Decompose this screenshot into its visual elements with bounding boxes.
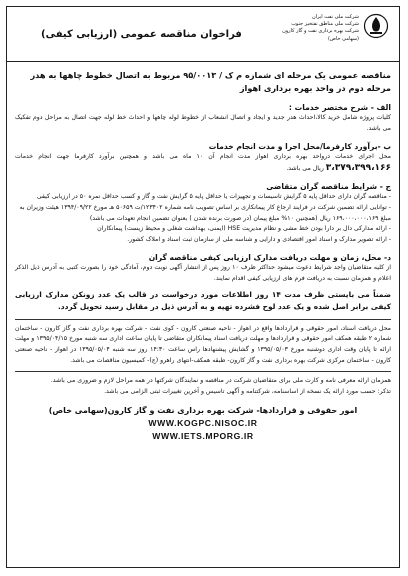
header-divider xyxy=(7,61,399,62)
company-block xyxy=(249,14,359,43)
notice-header xyxy=(7,7,399,63)
company-line: شرکت ملی نفت ایران xyxy=(312,14,359,20)
notice-title: فراخوان مناقصه عمومی (ارزیابی کیفی) xyxy=(41,29,242,40)
notice-footer xyxy=(15,405,391,441)
nioc-logo-icon xyxy=(363,13,389,39)
section-alef-title: الف - شرح مختصر خدمات : xyxy=(288,103,391,112)
section-divider xyxy=(15,371,391,372)
section-be-text1: محل اجرای خدمات درواحد بهره برداری اهواز مدت انجام آن ۱۰ ماه می باشد و همچنین برآورد کارفرما جهت انجام خدمات xyxy=(15,153,391,161)
footer-website-link[interactable]: WWW.KOGPC.NISOC.IR xyxy=(148,417,258,428)
section-be-text xyxy=(15,152,391,174)
extra-note: همزمان ارائه معرفی نامه و کارت ملی برای متقاضیان شرکت در مناقصه و نمایندگان شرکتها در همه مراحل لازم و ضروری می باشد. xyxy=(50,377,391,385)
footer-issuer: امور حقوقی و قراردادها- شرکت بهره برداری نفت و گاز کارون(سهامی خاص) xyxy=(48,406,358,416)
company-line: شرکت ملی مناطق نفتخیز جنوب xyxy=(291,21,359,28)
section-alef-text: کلیات پروژه شامل خرید کالا،احداث هدر جدید و ایجاد و اتصال انشعاب از خطوط لوله چاهها و احداث خط لوله جهت اتصال به مراحل دوم تفکیک می باشد. xyxy=(15,114,391,132)
section-dal-text: از کلیه متقاضیان واجد شرایط دعوت میشود حداکثر ظرف ۱۰ روز پس از انتشار آگهی نوبت دوم، آمادگی خود را بصورت کتبی به آدرس ذیل الذکر اعلام و همزمان نسبت به دریافت فرم های ارزیابی کیفی اقدام نمایند. xyxy=(15,264,391,282)
section-be-text2: ریال می باشد. xyxy=(286,164,324,172)
company-line: (سهامی خاص) xyxy=(327,35,359,42)
tender-notice xyxy=(6,6,400,568)
condition-item: - ارائه تصویر مدارک و اسناد امور اقتصادی و دارایی و شناسه ملی از سازمان ثبت اسناد و املاک کشور. xyxy=(127,235,391,243)
condition-item: - مناقصه گران دارای حداقل پایه ۵ گرایش تاسیسات و تجهیزات یا حداقل پایه ۵ گرایش نفت و گاز و کسب حداقل نمره ۵۰ در ارزیابی کیفی xyxy=(36,193,391,201)
section-jim-title: ج - شرایط مناقصه گران متقاضی xyxy=(266,182,391,192)
tender-main-title: مناقصه عمومی یک مرحله ای شماره م ک / ۹۵/۰۰۱۳ مربوط به اتصال خطوط چاهها به هدر مرحله دوم در واحد بهره برداری اهواز xyxy=(30,70,391,93)
address-text: محل دریافت اسناد، امور حقوقی و قراردادها واقع در اهواز - ناحیه صنعتی کارون - کوی نفت - شرکت بهره برداری نفت و گاز کارون - ساختمان شماره ۲ طبقه همکف امور حقوقی و قراردادها و مهلت دریافت اسناد پیمانکاران متقاضی تا پایان ساعت اداری سه شنبه مورخ ۱۳۹۵/۰۴/۱۵ و مهلت ارائه تا پایان وقت اداری دوشنبه مورخ ۱۳۹۵/۰۵/۰۳ و گشایش پیشنهادها راس ساعت ۱۴:۳۰ روز سه شنبه ۱۳۹۵/۰۵/۰۴ در اهواز - ناحیه صنعتی کارون - ساختمان مرکزی شرکت بهره برداری نفت و گاز کارون- طبقه همکف-انتهای راهرو (ج)- کمیسیون مناقصات می باشد. xyxy=(15,324,392,364)
submission-notice: ضمناً می بایستی ظرف مدت ۱۴ روز اطلاعات مورد درخواست در قالب یک عدد زونکن مدارک ارزیابی کیفی برابر اصل شده و یک عدد لوح فشرده تهیه و به آدرس ذیل در مقابل رسید تحویل گردد. xyxy=(15,289,392,312)
footer-website-link[interactable]: WWW.IETS.MPORG.IR xyxy=(152,430,254,441)
section-be-title: ب -برآورد کارفرما/محل اجرا و مدت انجام خدمات xyxy=(208,142,391,152)
tazakor-note: تذکر: حسب مورد ارائه یک نسخه از اساسنامه، شرکتنامه و آگهی تاسیس و آخرین تغییرات ثبتی الزامی می باشد. xyxy=(104,387,391,395)
condition-item: - توانایی ارائه تضمین شرکت در فرایند ارجاع کار پیمانکاری بر اساس تصویب نامه شماره ۱۲۳۴۰۲/ت ۵۰۶۵۹ هـ مورخ ۱۳۹۴/۰۹/۲۲ هیئت وزیران به مبلغ ۱۶۹،۰۰۰،۰۰۰،۱۶۹ ریال (همچنین ۱۰% مبلغ پیمان (در صورت برنده شدن ) بعنوان تضمین انجام تعهدات می باشد) xyxy=(19,203,391,222)
estimate-amount: ۳،۳۷۹،۳۹۹،۱۶۶ xyxy=(325,162,391,173)
company-line: شرکت بهره برداری نفت و گاز کارون xyxy=(282,28,359,35)
section-divider xyxy=(15,319,391,320)
condition-item: - ارائه مدارکی دال بر دارا بودن خط مشی و نظام مدیریت HSE (ایمنی، بهداشت شغلی و محیط زیست) پیمانکاران xyxy=(97,225,391,233)
notice-body xyxy=(7,69,399,441)
section-dal-title: د- محل، زمان و مهلت دریافت مدارک ارزیابی کیفی مناقصه گران xyxy=(148,253,391,263)
